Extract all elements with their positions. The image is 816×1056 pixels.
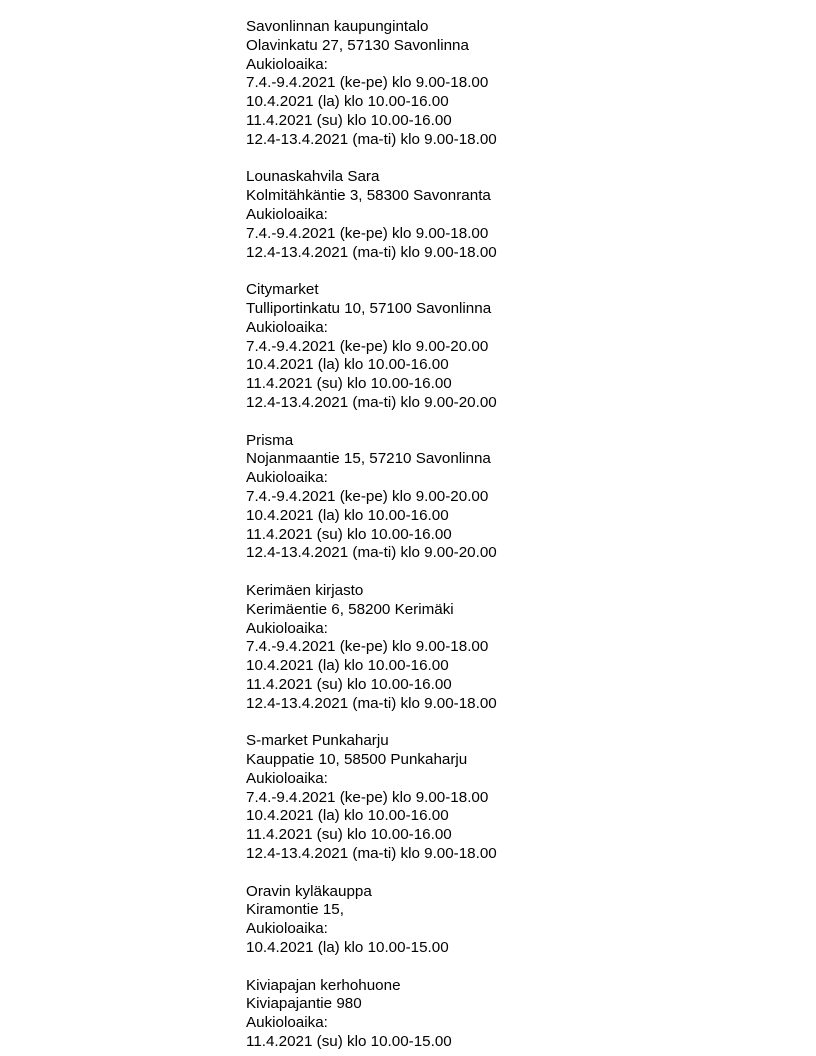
hours-label: Aukioloaika:	[246, 619, 328, 637]
hours-line: 11.4.2021 (su) klo 10.00-16.00	[246, 111, 452, 129]
location-entry	[246, 281, 806, 413]
hours-line: 7.4.-9.4.2021 (ke-pe) klo 9.00-18.00	[246, 788, 489, 806]
hours-label: Aukioloaika:	[246, 318, 328, 336]
hours-label: Aukioloaika:	[246, 769, 328, 787]
hours-line: 7.4.-9.4.2021 (ke-pe) klo 9.00-18.00	[246, 224, 489, 242]
hours-line: 11.4.2021 (su) klo 10.00-15.00	[246, 1033, 452, 1051]
location-name: Oravin kyläkauppa	[246, 882, 372, 900]
location-entry	[246, 732, 806, 864]
location-address: Kiramontie 15,	[246, 901, 344, 919]
hours-line: 11.4.2021 (su) klo 10.00-16.00	[246, 826, 452, 844]
location-name: Kerimäen kirjasto	[246, 581, 364, 599]
location-address: Nojanmaantie 15, 57210 Savonlinna	[246, 450, 491, 468]
location-name: Savonlinnan kaupungintalo	[246, 18, 429, 35]
location-entry	[246, 18, 806, 150]
location-entry	[246, 883, 806, 958]
hours-line: 11.4.2021 (su) klo 10.00-16.00	[246, 525, 452, 543]
location-list	[246, 18, 806, 1052]
hours-line: 10.4.2021 (la) klo 10.00-16.00	[246, 506, 449, 524]
hours-line: 12.4-13.4.2021 (ma-ti) klo 9.00-18.00	[246, 243, 497, 261]
hours-line: 12.4-13.4.2021 (ma-ti) klo 9.00-18.00	[246, 694, 497, 712]
hours-line: 11.4.2021 (su) klo 10.00-16.00	[246, 675, 452, 693]
hours-line: 10.4.2021 (la) klo 10.00-16.00	[246, 807, 449, 825]
hours-label: Aukioloaika:	[246, 1014, 328, 1032]
hours-line: 7.4.-9.4.2021 (ke-pe) klo 9.00-18.00	[246, 74, 489, 92]
hours-line: 10.4.2021 (la) klo 10.00-16.00	[246, 93, 449, 111]
hours-label: Aukioloaika:	[246, 55, 328, 73]
location-name: Lounaskahvila Sara	[246, 168, 380, 186]
location-address: Kauppatie 10, 58500 Punkaharju	[246, 751, 468, 769]
hours-line: 7.4.-9.4.2021 (ke-pe) klo 9.00-18.00	[246, 638, 489, 656]
hours-line: 12.4-13.4.2021 (ma-ti) klo 9.00-18.00	[246, 130, 497, 148]
hours-line: 10.4.2021 (la) klo 10.00-16.00	[246, 657, 449, 675]
hours-line: 12.4-13.4.2021 (ma-ti) klo 9.00-20.00	[246, 544, 497, 562]
location-name: Citymarket	[246, 281, 319, 299]
location-entry	[246, 168, 806, 262]
location-address: Kiviapajantie 980	[246, 995, 362, 1013]
location-name: Kiviapajan kerhohuone	[246, 976, 401, 994]
hours-line: 7.4.-9.4.2021 (ke-pe) klo 9.00-20.00	[246, 487, 489, 505]
hours-line: 11.4.2021 (su) klo 10.00-16.00	[246, 375, 452, 393]
location-entry	[246, 582, 806, 714]
location-entry	[246, 432, 806, 564]
hours-line: 12.4-13.4.2021 (ma-ti) klo 9.00-20.00	[246, 393, 497, 411]
location-address: Kolmitähkäntie 3, 58300 Savonranta	[246, 187, 491, 205]
hours-line: 12.4-13.4.2021 (ma-ti) klo 9.00-18.00	[246, 845, 497, 863]
location-address: Tulliportinkatu 10, 57100 Savonlinna	[246, 299, 492, 317]
hours-label: Aukioloaika:	[246, 205, 328, 223]
location-name: Prisma	[246, 431, 294, 449]
location-entry	[246, 977, 806, 1052]
hours-line: 7.4.-9.4.2021 (ke-pe) klo 9.00-20.00	[246, 337, 489, 355]
location-address: Kerimäentie 6, 58200 Kerimäki	[246, 600, 454, 618]
hours-line: 10.4.2021 (la) klo 10.00-16.00	[246, 356, 449, 374]
hours-line: 10.4.2021 (la) klo 10.00-15.00	[246, 939, 449, 957]
location-address: Olavinkatu 27, 57130 Savonlinna	[246, 36, 469, 54]
location-name: S-market Punkaharju	[246, 732, 389, 750]
hours-label: Aukioloaika:	[246, 469, 328, 487]
hours-label: Aukioloaika:	[246, 920, 328, 938]
